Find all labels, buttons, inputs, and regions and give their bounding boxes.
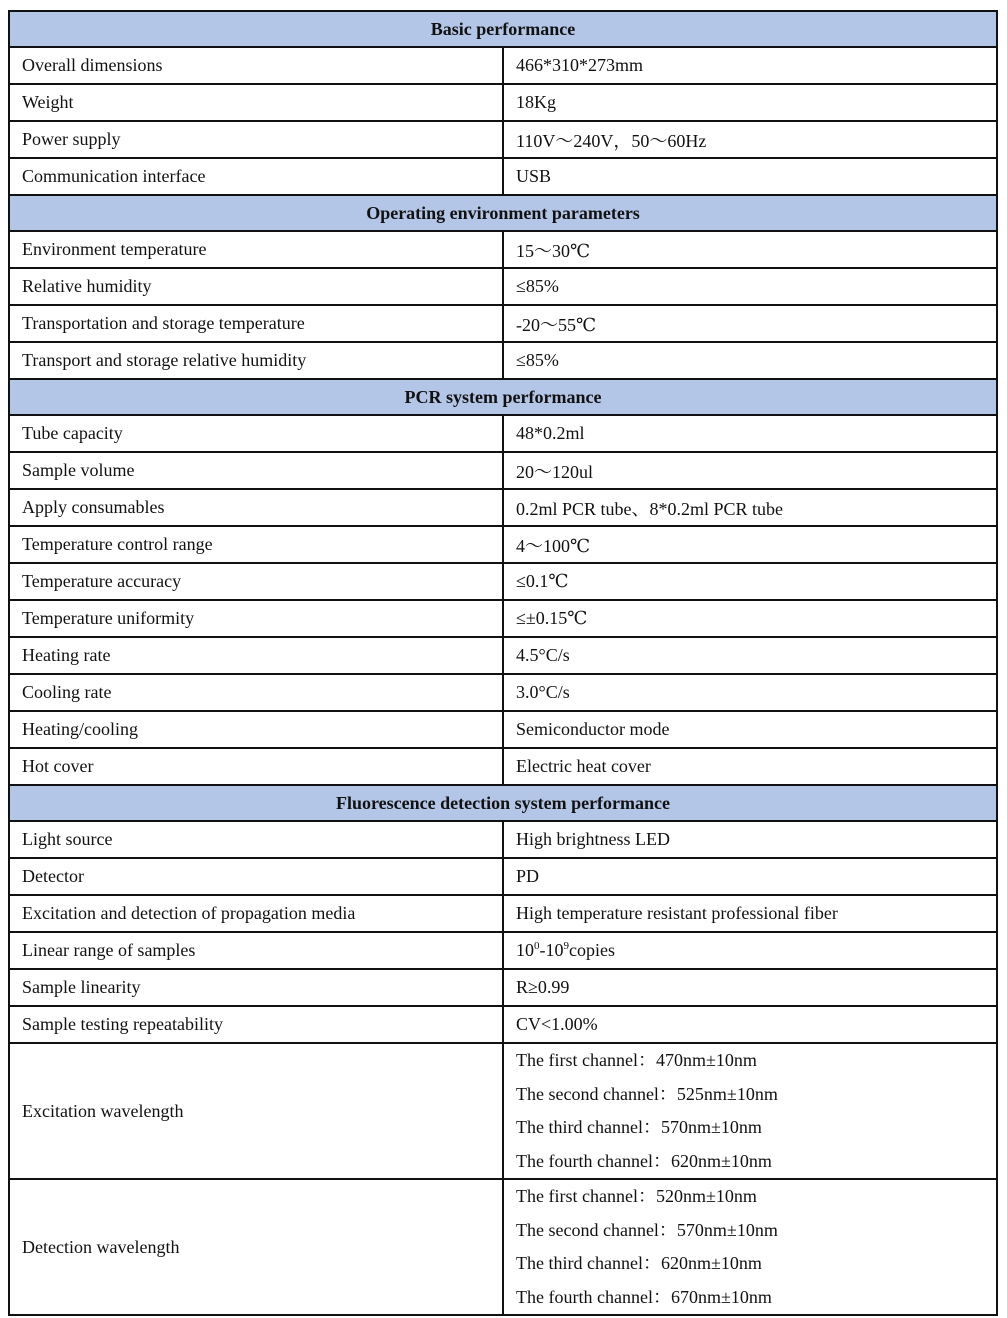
row-label: Excitation wavelength [9, 1043, 503, 1179]
row-label: Hot cover [9, 748, 503, 785]
row-value: 48*0.2ml [503, 415, 997, 452]
channel-line: The third channel：620nm±10nm [516, 1253, 762, 1273]
section-header-basic-performance [9, 11, 997, 47]
table-row [9, 858, 997, 895]
row-label: Light source [9, 821, 503, 858]
row-label: Temperature accuracy [9, 563, 503, 600]
detection-wavelength-values [503, 1179, 997, 1315]
row-value: R≥0.99 [503, 969, 997, 1006]
section-header-pcr-system [9, 379, 997, 415]
table-row [9, 231, 997, 268]
linear-range-separator: -10 [539, 940, 564, 960]
table-row [9, 47, 997, 84]
excitation-wavelength-values [503, 1043, 997, 1179]
table-row [9, 637, 997, 674]
row-label: Sample linearity [9, 969, 503, 1006]
row-value: 4.5°C/s [503, 637, 997, 674]
table-row-multiline [9, 1043, 997, 1179]
row-label: Linear range of samples [9, 932, 503, 969]
row-value: 3.0°C/s [503, 674, 997, 711]
row-value: ≤±0.15℃ [503, 600, 997, 637]
row-label: Transportation and storage temperature [9, 305, 503, 342]
row-value: 4～100℃ [503, 526, 997, 563]
table-row-multiline [9, 1179, 997, 1315]
section-header-fluorescence-detection [9, 785, 997, 821]
row-label: Detection wavelength [9, 1179, 503, 1315]
channel-line: The first channel：520nm±10nm [516, 1186, 757, 1206]
row-label: Environment temperature [9, 231, 503, 268]
row-label: Heating/cooling [9, 711, 503, 748]
linear-range-exponent-low: 0 [534, 940, 540, 952]
table-row [9, 452, 997, 489]
channel-line: The fourth channel：620nm±10nm [516, 1150, 772, 1171]
channel-line: The third channel：570nm±10nm [516, 1117, 762, 1137]
row-label: Sample volume [9, 452, 503, 489]
row-value: Semiconductor mode [503, 711, 997, 748]
row-value: 466*310*273mm [503, 47, 997, 84]
row-value: Electric heat cover [503, 748, 997, 785]
table-row [9, 342, 997, 379]
row-label: Sample testing repeatability [9, 1006, 503, 1043]
linear-range-unit: copies [569, 940, 615, 960]
row-value: High temperature resistant professional fiber [503, 895, 997, 932]
table-row [9, 305, 997, 342]
table-row [9, 268, 997, 305]
row-label: Excitation and detection of propagation media [9, 895, 503, 932]
linear-range-value [503, 932, 997, 969]
table-row [9, 748, 997, 785]
row-label: Transport and storage relative humidity [9, 342, 503, 379]
row-label: Heating rate [9, 637, 503, 674]
table-row [9, 415, 997, 452]
table-row [9, 84, 997, 121]
table-row [9, 895, 997, 932]
row-value: ≤0.1℃ [503, 563, 997, 600]
row-label: Weight [9, 84, 503, 121]
row-value: USB [503, 158, 997, 195]
row-value: High brightness LED [503, 821, 997, 858]
table-row [9, 1006, 997, 1043]
channel-line: The first channel：470nm±10nm [516, 1050, 757, 1070]
table-row [9, 969, 997, 1006]
row-value: CV<1.00% [503, 1006, 997, 1043]
row-value: PD [503, 858, 997, 895]
channel-line: The second channel：570nm±10nm [516, 1219, 778, 1240]
table-row [9, 526, 997, 563]
row-label: Power supply [9, 121, 503, 158]
table-row [9, 821, 997, 858]
table-row [9, 711, 997, 748]
section-header-operating-environment [9, 195, 997, 231]
row-label: Cooling rate [9, 674, 503, 711]
row-label: Overall dimensions [9, 47, 503, 84]
channel-line: The fourth channel：670nm±10nm [516, 1286, 772, 1307]
table-row [9, 932, 997, 969]
row-value: ≤85% [503, 342, 997, 379]
row-label: Tube capacity [9, 415, 503, 452]
table-row [9, 121, 997, 158]
row-value: ≤85% [503, 268, 997, 305]
channel-line: The second channel：525nm±10nm [516, 1083, 778, 1104]
row-value: 18Kg [503, 84, 997, 121]
table-row [9, 489, 997, 526]
row-label: Temperature uniformity [9, 600, 503, 637]
row-label: Relative humidity [9, 268, 503, 305]
row-label: Detector [9, 858, 503, 895]
section-title: Fluorescence detection system performance [9, 785, 997, 821]
row-label: Communication interface [9, 158, 503, 195]
row-label: Apply consumables [9, 489, 503, 526]
row-label: Temperature control range [9, 526, 503, 563]
table-row [9, 600, 997, 637]
table-row [9, 674, 997, 711]
specifications-table [8, 10, 998, 1316]
spec-sheet [8, 10, 998, 1316]
row-value: 15～30℃ [503, 231, 997, 268]
section-title: PCR system performance [9, 379, 997, 415]
row-value: -20～55℃ [503, 305, 997, 342]
linear-range-base: 10 [516, 940, 534, 960]
table-row [9, 158, 997, 195]
row-value: 20～120ul [503, 452, 997, 489]
section-title: Operating environment parameters [9, 195, 997, 231]
table-row [9, 563, 997, 600]
row-value: 0.2ml PCR tube、8*0.2ml PCR tube [503, 489, 997, 526]
linear-range-exponent-high: 9 [563, 940, 569, 952]
section-title: Basic performance [9, 11, 997, 47]
row-value: 110V～240V，50～60Hz [503, 121, 997, 158]
